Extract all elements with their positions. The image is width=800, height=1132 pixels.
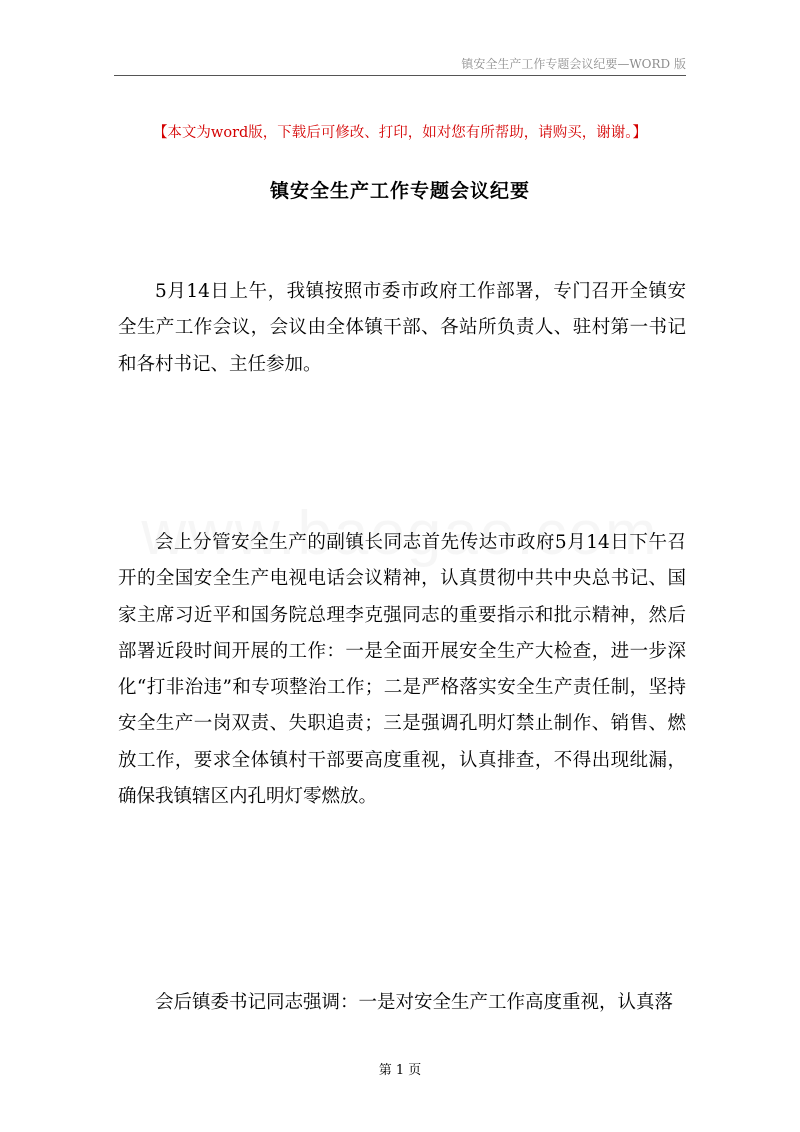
paragraph-meeting-content: 会上分管安全生产的副镇长同志首先传达市政府5月14日下午召开的全国安全生产电视电话会议精神，认真贯彻中共中央总书记、国家主席习近平和国务院总理李克强同志的重要指示和批示精神，然后部署近段时间开展的工作：一是全面开展安全生产大检查，进一步深化“打非治违”和专项整治工作；二是严格落实安全生产责任制，坚持安全生产一岗双责、失职追责；三是强调孔明灯禁止制作、销售、燃放工作，要求全体镇村干部要高度重视，认真排查，不得出现纰漏，确保我镇辖区内孔明灯零燃放。 <box>118 532 686 808</box>
page-number: 第 1 页 <box>378 1063 422 1078</box>
running-header: 镇安全生产工作专题会议纪要—WORD 版 <box>461 57 686 71</box>
paragraph-secretary-remarks: 会后镇委书记同志强调：一是对安全生产工作高度重视，认真落 <box>155 992 674 1013</box>
document-title: 镇安全生产工作专题会议纪要 <box>269 180 530 202</box>
header-divider <box>114 75 686 76</box>
purchase-notice: 【本文为word版，下载后可修改、打印，如对您有所帮助，请购买，谢谢。】 <box>152 125 648 141</box>
paragraph-meeting-intro: 5月14日上午，我镇按照市委市政府工作部署，专门召开全镇安全生产工作会议，会议由全体镇干部、各站所负责人、驻村第一书记和各村书记、主任参加。 <box>118 281 686 375</box>
